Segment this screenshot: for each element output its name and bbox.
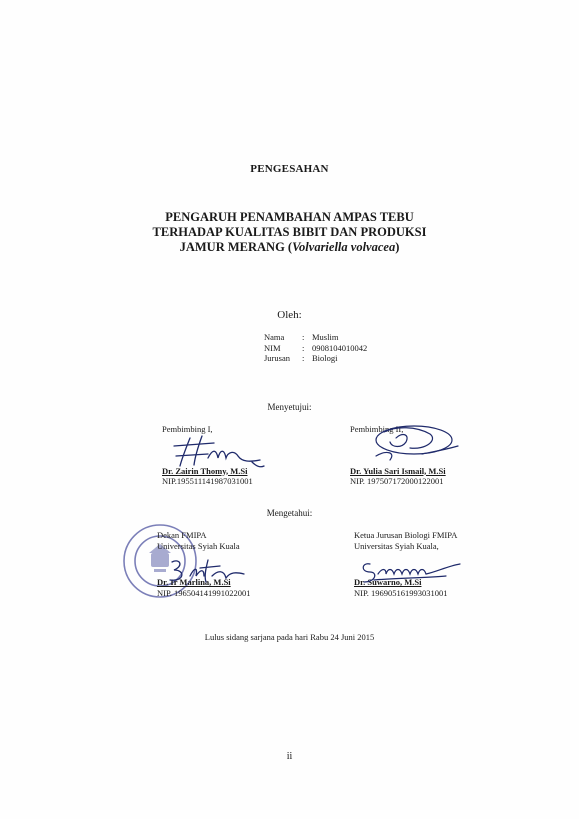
title-line-3-end: ): [395, 240, 400, 254]
dekan-role-2: Universitas Syiah Kuala: [157, 540, 240, 551]
ketua-role-2: Universitas Syiah Kuala,: [354, 540, 439, 551]
jurusan-value: Biologi: [312, 353, 338, 363]
dekan-nip: NIP. 196504141991022001: [157, 587, 251, 598]
separator: :: [302, 353, 305, 363]
pembimbing-1-role: Pembimbing I,: [162, 424, 213, 434]
ketua-role-1: Ketua Jurusan Biologi FMIPA: [354, 530, 458, 540]
ketua-nip: NIP. 196905161993031001: [354, 587, 448, 598]
signature-1-icon: [168, 432, 268, 470]
ketua-name: Dr. Suwarno, M.Si: [354, 577, 422, 587]
student-nim-row: [264, 343, 367, 354]
mengetahui-label: Mengetahui:: [266, 508, 313, 518]
graduation-date-text: Lulus sidang sarjana pada hari Rabu 24 Juni 2015: [204, 632, 375, 642]
student-jurusan-row: [264, 353, 367, 364]
dekan-name: Dr. Ir Marlina, M.Si: [157, 577, 231, 587]
page-number: ii: [286, 751, 293, 762]
nim-value: 0908104010042: [312, 342, 368, 353]
dekan-role-1: Dekan FMIPA: [157, 530, 207, 540]
pembimbing-2-name: Dr. Yulia Sari Ismail, M.Si: [350, 465, 446, 476]
nama-value: Muslim: [312, 332, 339, 342]
student-name-row: [264, 332, 367, 343]
title-line-3-main: JAMUR MERANG (: [179, 240, 293, 254]
page-heading: PENGESAHAN: [250, 163, 329, 175]
separator: :: [302, 332, 305, 342]
title-line-2: TERHADAP KUALITAS BIBIT DAN PRODUKSI: [152, 225, 427, 239]
menyetujui-label: Menyetujui:: [267, 402, 312, 412]
pembimbing-2-role: Pembimbing II,: [350, 424, 404, 434]
pembimbing-1-nip: NIP.195511141987031001: [162, 476, 253, 486]
separator: :: [302, 342, 305, 353]
oleh-label: Oleh:: [277, 309, 302, 321]
thesis-title: [0, 210, 579, 255]
signature-2-icon: [366, 420, 466, 468]
title-line-3: [0, 240, 579, 255]
jurusan-label: Jurusan: [264, 353, 290, 363]
scientific-name: Volvariella volvacea: [292, 240, 396, 254]
nim-label: NIM: [264, 342, 281, 353]
pembimbing-1-name: Dr. Zairin Thomy, M.Si: [162, 465, 248, 476]
pembimbing-2-nip: NIP. 197507172000122001: [350, 476, 444, 486]
nama-label: Nama: [264, 332, 285, 342]
title-line-1: PENGARUH PENAMBAHAN AMPAS TEBU: [165, 210, 414, 224]
signature-3-icon: [160, 556, 250, 586]
signature-4-icon: [356, 556, 466, 586]
student-info: [264, 332, 367, 364]
